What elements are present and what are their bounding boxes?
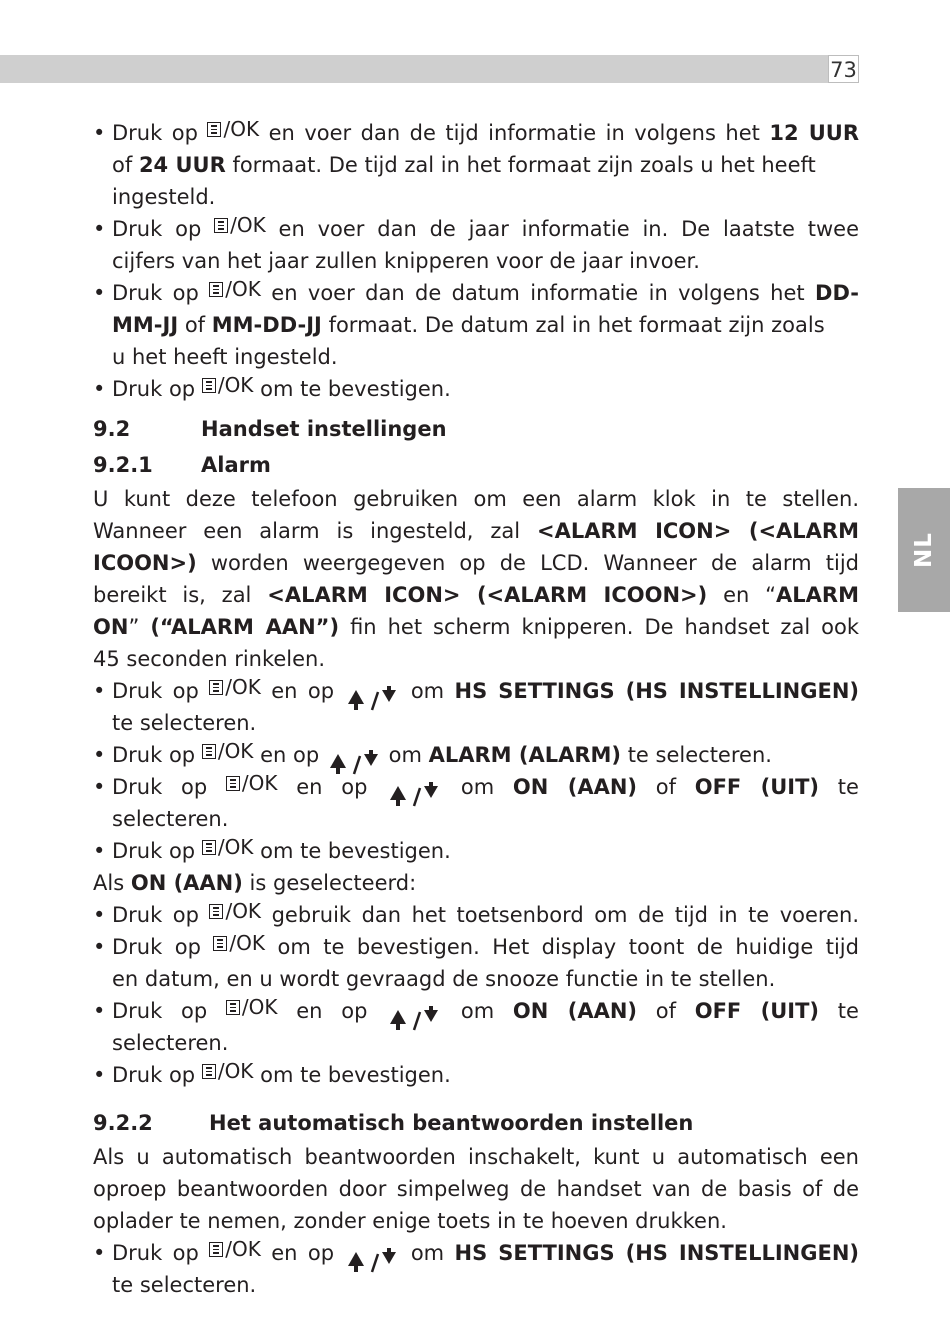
menu-ok-key: /OK — [202, 831, 254, 863]
menu-icon — [209, 1242, 223, 1257]
section-heading-9-2-1: 9.2.1 Alarm — [93, 453, 271, 477]
menu-icon — [209, 282, 223, 297]
menu-icon — [214, 218, 228, 233]
menu-ok-key: /OK — [214, 209, 266, 241]
menu-ok-key: /OK — [209, 1233, 261, 1265]
bullet-set-date: • Druk op /OK en voer dan de datum informatie in volgens het DD- — [93, 277, 859, 309]
bullet-confirm: • Druk op /OK om te bevestigen. — [93, 835, 859, 867]
bullet-enter-time: • Druk op /OK gebruik dan het toetsenbord om de tijd in te voeren. — [93, 899, 859, 931]
header-bar — [0, 55, 828, 83]
menu-ok-key: /OK — [213, 927, 265, 959]
bullet-confirm-display: • Druk op /OK om te bevestigen. Het display toont de huidige tijd — [93, 931, 859, 963]
menu-icon — [202, 1064, 216, 1079]
menu-ok-key: /OK — [202, 369, 254, 401]
menu-icon — [209, 904, 223, 919]
bullet-confirm: • Druk op /OK om te bevestigen. — [93, 1059, 859, 1091]
menu-ok-key: /OK — [209, 671, 261, 703]
menu-icon — [213, 936, 227, 951]
menu-icon — [209, 680, 223, 695]
condition-on-selected: Als ON (AAN) is geselecteerd: — [93, 871, 417, 895]
menu-ok-key: /OK — [202, 735, 254, 767]
menu-icon — [202, 744, 216, 759]
bullet-alarm-on-off: • Druk op /OK en op om ON (AAN) of OFF (UIT) te — [93, 771, 859, 803]
menu-icon — [202, 840, 216, 855]
menu-icon — [226, 776, 240, 791]
bullet-set-year: • Druk op /OK en voer dan de jaar informatie in. De laatste twee — [93, 213, 859, 245]
bullet-select-alarm: • Druk op /OK en op om ALARM (ALARM) te selecteren. — [93, 739, 859, 771]
menu-ok-key: /OK — [207, 113, 259, 145]
bullet-set-time: • Druk op /OK en voer dan de tijd informatie in volgens het 12 UUR — [93, 117, 859, 149]
bullet-snooze-on-off: • Druk op /OK en op om ON (AAN) of OFF (UIT) te — [93, 995, 859, 1027]
menu-ok-key: /OK — [202, 1055, 254, 1087]
bullet-select-hs-settings-2: • Druk op /OK en op om HS SETTINGS (HS INSTELLINGEN) — [93, 1237, 859, 1269]
menu-icon — [202, 378, 216, 393]
alarm-paragraph: U kunt deze telefoon gebruiken om een alarm klok in te stellen. — [93, 487, 859, 511]
section-heading-9-2-2: 9.2.2 Het automatisch beantwoorden instellen — [93, 1111, 694, 1135]
manual-content: • Druk op /OK en voer dan de tijd informatie in volgens het 12 UUR of 24 UUR formaat. De tijd zal in het formaat zijn zoals u het heeft ingesteld. • Druk op /OK en voer dan de jaar informatie in. De laatste twee cijfers van het jaar zullen knipperen voor de jaar invoer. • Druk op /OK en voer dan de datum informatie in volgens het DD- MM-JJ of MM-DD-JJ formaat. De datum zal in het formaat zijn zoals u het heeft ingesteld. • Druk op /OK om te bevestigen. 9.2 Handset instellingen 9.2.1 Alarm U kunt deze telefoon gebruiken om een alarm klok in te stellen. Wanneer een alarm is ingesteld, zal <ALARM ICON> (<ALARM ICOON>) worden weergegeven op de LCD. Wanneer de alarm tijd bereikt is, zal <ALARM ICON> (<ALARM ICOON>) en “ALARM ON” (“ALARM AAN”) fin het scherm knipperen. De handset zal ook 45 seconden rinkelen. • Druk op /OK en op om HS SETTINGS (HS INSTELLINGEN) te selecteren. • Druk op /OK en op om ALARM (ALARM) te selecteren. • Druk op /OK en op om ON (AAN) of OFF (UIT) te selecteren. • Druk op /OK om te bevestigen. Als ON (AAN) is geselecteerd: • Druk op /OK gebruik dan het toetsenbord om de tijd in te voeren. • Druk op /OK om te bevestigen. Het display toont de huidige tijd en datum, en u wordt gevraagd de snooze functie in te stellen. • Druk op /OK en op om ON (AAN) of OFF (UIT) te selecteren. • Druk op /OK om te bevestigen. 9.2.2 Het automatisch beantwoorden instellen Als u automatisch beantwoorden inschakelt, kunt u automatisch een oproep beantwoorden door simpelweg de handset van de basis of de oplader te nemen, zonder enige toets in te hoeven drukken. • Druk op /OK en op om HS SETTINGS (HS INSTELLINGEN) te selecteren. — [93, 117, 859, 1301]
menu-icon — [226, 1000, 240, 1015]
bullet-confirm: • Druk op /OK om te bevestigen. — [93, 373, 859, 405]
language-tab — [898, 488, 950, 612]
menu-ok-key: /OK — [209, 895, 261, 927]
menu-icon — [207, 122, 221, 137]
menu-ok-key: /OK — [209, 273, 261, 305]
language-tab-label: NL — [911, 532, 937, 568]
section-heading-9-2: 9.2 Handset instellingen — [93, 417, 447, 441]
page-number: 73 — [828, 55, 859, 83]
bullet-select-hs-settings: • Druk op /OK en op om HS SETTINGS (HS INSTELLINGEN) — [93, 675, 859, 707]
menu-ok-key: /OK — [226, 991, 278, 1023]
menu-ok-key: /OK — [226, 767, 278, 799]
auto-answer-paragraph: Als u automatisch beantwoorden inschakelt, kunt u automatisch een — [93, 1145, 859, 1169]
